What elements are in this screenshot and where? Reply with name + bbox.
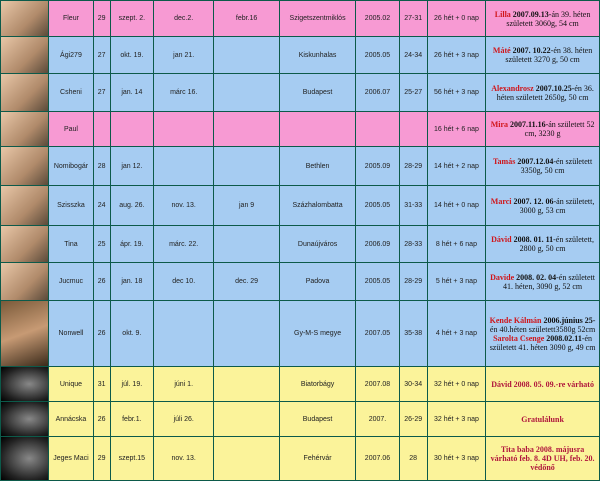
cell-name: Nomibogár: [49, 147, 92, 185]
birth-info: [486, 402, 599, 436]
cell-age: 28-29: [400, 147, 427, 185]
cell-c1: 29: [94, 437, 110, 480]
birth-info-text: 2007.11.16: [508, 120, 546, 129]
birth-info-text: 2006.június 25: [541, 315, 593, 325]
cell-name: Nonwell: [49, 301, 92, 366]
cell-name: Unique: [49, 367, 92, 401]
cell-c4: [214, 402, 278, 436]
birth-info: [486, 1, 599, 36]
cell-c1: 24: [94, 186, 110, 225]
birth-info-text: -én született 41. héten, 3090 g, 52 cm: [503, 272, 595, 291]
cell-c1: 27: [94, 37, 110, 73]
cell-age: 25-27: [400, 74, 427, 111]
baby-photo: [1, 186, 48, 225]
birth-info-text: -én született 3350g, 50 cm: [520, 157, 593, 175]
cell-date: 2005.05: [356, 263, 398, 300]
cell-c2: febr.1.: [111, 402, 153, 436]
cell-city: Gy-M-S megye: [280, 301, 356, 366]
birth-info: [486, 263, 599, 300]
cell-date: 2006.07: [356, 74, 398, 111]
birth-info: [486, 186, 599, 225]
table-row: [1, 147, 599, 185]
baby-photo: [1, 147, 48, 185]
cell-city: Budapest: [280, 402, 356, 436]
cell-age: [400, 112, 427, 146]
cell-c4: jan 9: [214, 186, 278, 225]
cell-c4: [214, 301, 278, 366]
cell-c4: [214, 437, 278, 480]
cell-c4: [214, 147, 278, 185]
cell-week: 5 hét + 3 nap: [428, 263, 485, 300]
cell-age: 28-33: [400, 226, 427, 262]
cell-c1: 26: [94, 263, 110, 300]
birth-info-text: Tamás: [492, 157, 516, 166]
birth-info-text: 2008. 02. 04: [514, 272, 557, 282]
baby-photo: [1, 263, 48, 300]
cell-city: Bethlen: [280, 147, 356, 185]
cell-c2: jan 12.: [111, 147, 153, 185]
cell-c3: nov. 13.: [154, 186, 213, 225]
cell-c3: júli 26.: [154, 402, 213, 436]
cell-c3: [154, 147, 213, 185]
cell-date: 2005.02: [356, 1, 398, 36]
cell-c2: [111, 112, 153, 146]
cell-date: 2005.05: [356, 186, 398, 225]
cell-age: 28-29: [400, 263, 427, 300]
cell-date: 2007.08: [356, 367, 398, 401]
cell-c1: 31: [94, 367, 110, 401]
cell-c1: 29: [94, 1, 110, 36]
birth-info-text: -án 39. héten született 3060g, 54 cm: [506, 9, 591, 28]
cell-name: Fleur: [49, 1, 92, 36]
birth-info-text: 2007. 10.22: [510, 46, 551, 55]
ultrasound-image: [1, 437, 48, 480]
cell-c2: szept.15: [111, 437, 153, 480]
table-row: [1, 1, 599, 36]
birth-info-text: Máté: [492, 46, 511, 55]
table-row: [1, 437, 599, 480]
birth-info-text: -én született, 2800 g, 50 cm: [519, 235, 595, 253]
cell-date: 2005.05: [356, 37, 398, 73]
cell-c3: jan 21.: [154, 37, 213, 73]
cell-name: Csheni: [49, 74, 92, 111]
cell-c4: [214, 112, 278, 146]
cell-c3: nov. 13.: [154, 437, 213, 480]
cell-city: Biatorbágy: [280, 367, 356, 401]
birth-info-text: Dávid: [491, 235, 512, 244]
baby-photo: [1, 37, 48, 73]
cell-city: Padova: [280, 263, 356, 300]
cell-week: 14 hét + 0 nap: [428, 186, 485, 225]
birth-info: [486, 226, 599, 262]
birth-info-text: -án született, 3000 g, 53 cm: [519, 196, 595, 215]
cell-name: Paul: [49, 112, 92, 146]
cell-c4: dec. 29: [214, 263, 278, 300]
cell-date: 2007.05: [356, 301, 398, 366]
cell-c2: jan. 14: [111, 74, 153, 111]
cell-c3: dec.2.: [154, 1, 213, 36]
cell-c3: [154, 112, 213, 146]
cell-c3: márc 16.: [154, 74, 213, 111]
cell-c2: okt. 9.: [111, 301, 153, 366]
cell-city: Fehérvár: [280, 437, 356, 480]
cell-c4: [214, 367, 278, 401]
cell-c2: okt. 19.: [111, 37, 153, 73]
cell-c2: aug. 26.: [111, 186, 153, 225]
cell-c1: [94, 112, 110, 146]
cell-c2: jan. 18: [111, 263, 153, 300]
cell-c3: júni 1.: [154, 367, 213, 401]
cell-c3: dec 10.: [154, 263, 213, 300]
table-row: [1, 263, 599, 300]
table-row: [1, 226, 599, 262]
cell-week: 16 hét + 6 nap: [428, 112, 485, 146]
cell-c1: 25: [94, 226, 110, 262]
cell-name: Tina: [49, 226, 92, 262]
cell-age: 24-34: [400, 37, 427, 73]
baby-photo: [1, 1, 48, 36]
cell-date: 2007.: [356, 402, 398, 436]
cell-week: 32 hét + 0 nap: [428, 367, 485, 401]
birth-info: [486, 301, 599, 366]
table-row: [1, 112, 599, 146]
cell-city: Kiskunhalas: [280, 37, 356, 73]
birth-info-text: 2007.10.25: [533, 83, 572, 93]
cell-city: Százhalombatta: [280, 186, 356, 225]
baby-photo: [1, 112, 48, 146]
cell-name: Jucmuc: [49, 263, 92, 300]
birth-info-text: -én született 41. héten 3090 g, 49 cm: [489, 333, 596, 352]
birth-info-text: -én 40.héten született3580g 52cm: [489, 315, 596, 334]
cell-date: 2006.09: [356, 226, 398, 262]
family-photo: [1, 301, 48, 366]
birth-info: [486, 437, 599, 480]
table-row: [1, 186, 599, 225]
cell-week: 4 hét + 3 nap: [428, 301, 485, 366]
cell-week: 26 hét + 3 nap: [428, 37, 485, 73]
birth-info-text: 2007. 12. 06: [511, 196, 554, 206]
cell-name: Ági279: [49, 37, 92, 73]
cell-city: [280, 112, 356, 146]
cell-name: Jeges Maci: [49, 437, 92, 480]
birth-info: [486, 74, 599, 111]
cell-week: 8 hét + 6 nap: [428, 226, 485, 262]
birth-info-text: 2008.02.11: [544, 333, 582, 343]
cell-c2: júl. 19.: [111, 367, 153, 401]
table-row: [1, 301, 599, 366]
cell-c2: szept. 2.: [111, 1, 153, 36]
birth-info-text: 2007.09.13: [510, 9, 549, 19]
birth-info-text: Alexandrosz: [491, 83, 534, 93]
cell-c4: [214, 74, 278, 111]
birth-info-text: Marci: [490, 196, 512, 206]
birth-info-text: Lilla: [494, 9, 511, 19]
birth-info-text: Sarolta Csenge: [493, 333, 545, 343]
birth-info-text: -én 38. héten született 3270 g, 50 cm: [505, 46, 593, 64]
cell-name: Szisszka: [49, 186, 92, 225]
cell-city: Szigetszentmiklós: [280, 1, 356, 36]
cell-week: 30 hét + 3 nap: [428, 437, 485, 480]
cell-week: 32 hét + 3 nap: [428, 402, 485, 436]
cell-date: 2005.09: [356, 147, 398, 185]
cell-c1: 26: [94, 402, 110, 436]
cell-c2: ápr. 19.: [111, 226, 153, 262]
table-row: [1, 37, 599, 73]
cell-week: 26 hét + 0 nap: [428, 1, 485, 36]
birth-info-text: -án született 52 cm, 3230 g: [524, 120, 595, 138]
cell-c4: [214, 226, 278, 262]
cell-week: 56 hét + 3 nap: [428, 74, 485, 111]
birth-info-text: Tita baba 2008. májusra várható feb. 8. 4D UH, feb. 20. védőnő: [490, 445, 595, 472]
cell-date: 2007.06: [356, 437, 398, 480]
ultrasound-image: [1, 402, 48, 436]
cell-age: 26-29: [400, 402, 427, 436]
ultrasound-image: [1, 367, 48, 401]
cell-age: 31-33: [400, 186, 427, 225]
cell-age: 35-38: [400, 301, 427, 366]
birth-info: [486, 147, 599, 185]
cell-c4: febr.16: [214, 1, 278, 36]
cell-age: 27-31: [400, 1, 427, 36]
cell-c3: márc. 22.: [154, 226, 213, 262]
cell-week: 14 hét + 2 nap: [428, 147, 485, 185]
birth-info: [486, 112, 599, 146]
table-row: [1, 367, 599, 401]
cell-c4: [214, 37, 278, 73]
birth-info: [486, 37, 599, 73]
table-row: [1, 74, 599, 111]
birth-info-text: 2008. 01. 11: [511, 235, 554, 244]
cell-c3: [154, 301, 213, 366]
cell-name: Annácska: [49, 402, 92, 436]
cell-age: 28: [400, 437, 427, 480]
cell-c1: 27: [94, 74, 110, 111]
birth-info: [486, 367, 599, 401]
cell-age: 30-34: [400, 367, 427, 401]
birth-info-text: Mira: [490, 120, 509, 129]
birth-info-text: -én 36. héten született 2650g, 50 cm: [496, 83, 594, 102]
cell-date: [356, 112, 398, 146]
baby-photo: [1, 74, 48, 111]
birth-info-text: Kende Kálmán: [489, 315, 542, 325]
birth-info-text: Davide: [490, 272, 515, 282]
birth-info-text: 2007.12.04: [515, 157, 554, 166]
baby-photo: [1, 226, 48, 262]
cell-c1: 28: [94, 147, 110, 185]
cell-city: Dunaújváros: [280, 226, 356, 262]
birth-info-text: Dávid 2008. 05. 09.-re várható: [491, 379, 594, 389]
cell-c1: 26: [94, 301, 110, 366]
table-row: [1, 402, 599, 436]
birth-info-text: Gratulálunk: [521, 414, 564, 424]
cell-city: Budapest: [280, 74, 356, 111]
